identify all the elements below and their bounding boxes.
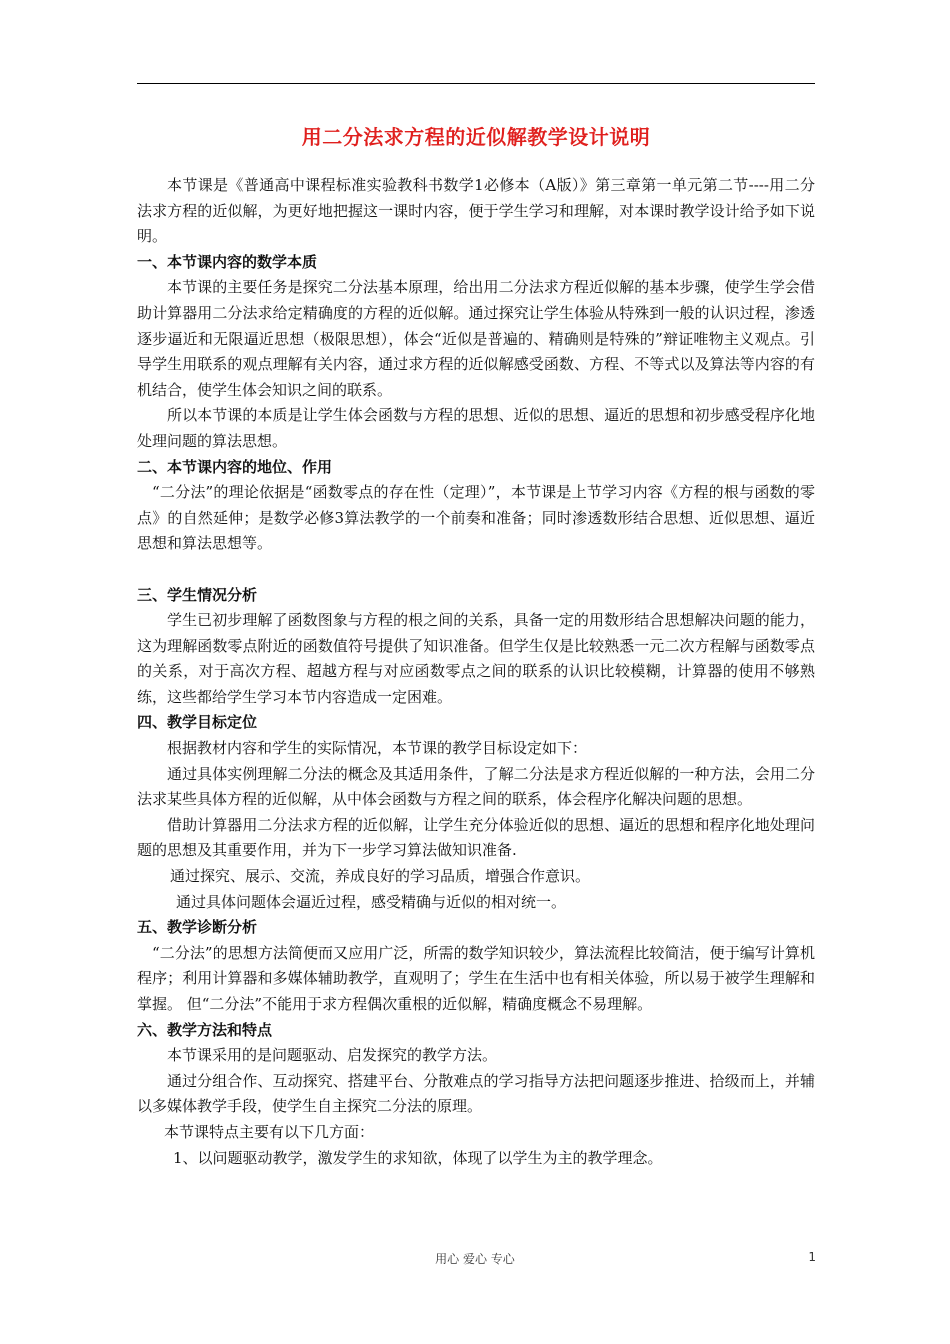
section-heading-3: 三、学生情况分析 xyxy=(137,585,258,604)
section-heading-6: 六、教学方法和特点 xyxy=(137,1020,273,1039)
section-3-paragraph-1: 学生已初步理解了函数图象与方程的根之间的关系，具备一定的用数形结合思想解决问题的能力，这为理解函数零点附近的函数值符号提供了知识准备。但学生仅是比较熟悉一元二次方程解与函数零点的关系，对于高次方程、超越方程与对应函数零点之间的联系的认识比较模糊，计算器的使用不够熟练，这些都给学生学习本节内容造成一定困难。 xyxy=(137,611,815,706)
section-heading-1: 一、本节课内容的数学本质 xyxy=(137,252,318,271)
section-4-paragraph-2: 通过具体实例理解二分法的概念及其适用条件，了解二分法是求方程近似解的一种方法，会用二分法求某些具体方程的近似解，从中体会函数与方程之间的联系，体会程序化解决问题的思想。 xyxy=(137,764,815,809)
section-6-paragraph-1: 本节课采用的是问题驱动、启发探究的教学方法。 xyxy=(167,1046,498,1065)
page-number: 1 xyxy=(808,1250,816,1264)
section-4-paragraph-4: 通过探究、展示、交流，养成良好的学习品质，增强合作意识。 xyxy=(170,867,591,886)
section-heading-2: 二、本节课内容的地位、作用 xyxy=(137,457,333,476)
section-6-paragraph-3: 本节课特点主要有以下几方面： xyxy=(164,1122,375,1141)
footer-text: 用心 爱心 专心 xyxy=(435,1252,515,1266)
section-1-paragraph-1: 本节课的主要任务是探究二分法基本原理，给出用二分法求方程近似解的基本步骤，使学生学会借助计算器用二分法求给定精确度的方程的近似解。通过探究让学生体验从特殊到一般的认识过程，渗透逐步逼近和无限逼近思想（极限思想），体会“近似是普遍的、精确则是特殊的”辩证唯物主义观点。引导学生用联系的观点理解有关内容，通过求方程的近似解感受函数、方程、不等式以及算法等内容的有机结合，使学生体会知识之间的联系。 xyxy=(137,278,815,399)
section-1-paragraph-2: 所以本节课的本质是让学生体会函数与方程的思想、近似的思想、逼近的思想和初步感受程序化地处理问题的算法思想。 xyxy=(137,406,815,450)
intro-paragraph: 本节课是《普通高中课程标准实验教科书数学1必修本（A版）》第三章第一单元第二节----用二分法求方程的近似解，为更好地把握这一课时内容，便于学生学习和理解，对本课时教学设计给予如下说明。 xyxy=(137,176,815,246)
section-4-paragraph-3: 借助计算器用二分法求方程的近似解，让学生充分体验近似的思想、逼近的思想和程序化地处理问题的思想及其重要作用，并为下一步学习算法做知识准备. xyxy=(137,815,815,860)
header-rule xyxy=(137,83,815,84)
section-6-paragraph-4: 1、以问题驱动教学，激发学生的求知欲，体现了以学生为主的教学理念。 xyxy=(173,1148,663,1167)
document-body xyxy=(137,173,815,1171)
blank-line xyxy=(137,557,815,583)
section-6-paragraph-2: 通过分组合作、互动探究、搭建平台、分散难点的学习指导方法把问题逐步推进、拾级而上，并辅以多媒体教学手段，使学生自主探究二分法的原理。 xyxy=(137,1071,815,1116)
section-2-paragraph-1: “二分法”的理论依据是“函数零点的存在性（定理）”，本节课是上节学习内容《方程的根与函数的零点》的自然延伸；是数学必修3算法教学的一个前奏和准备；同时渗透数形结合思想、近似思想、逼近思想和算法思想等。 xyxy=(137,483,815,553)
section-4-paragraph-5: 通过具体问题体会逼近过程，感受精确与近似的相对统一。 xyxy=(176,892,567,911)
section-heading-4: 四、教学目标定位 xyxy=(137,713,258,732)
document-title: 用二分法求方程的近似解教学设计说明 xyxy=(301,125,651,149)
section-heading-5: 五、教学诊断分析 xyxy=(137,918,258,937)
section-5-paragraph-1: “二分法”的思想方法简便而又应用广泛，所需的数学知识较少，算法流程比较简洁，便于编写计算机程序；利用计算器和多媒体辅助教学，直观明了；学生在生活中也有相关体验，所以易于被学生理解和掌握。 但“二分法”不能用于求方程偶次重根的近似解，精确度概念不易理解。 xyxy=(137,943,815,1013)
section-4-paragraph-1: 根据教材内容和学生的实际情况，本节课的教学目标设定如下： xyxy=(167,739,588,758)
